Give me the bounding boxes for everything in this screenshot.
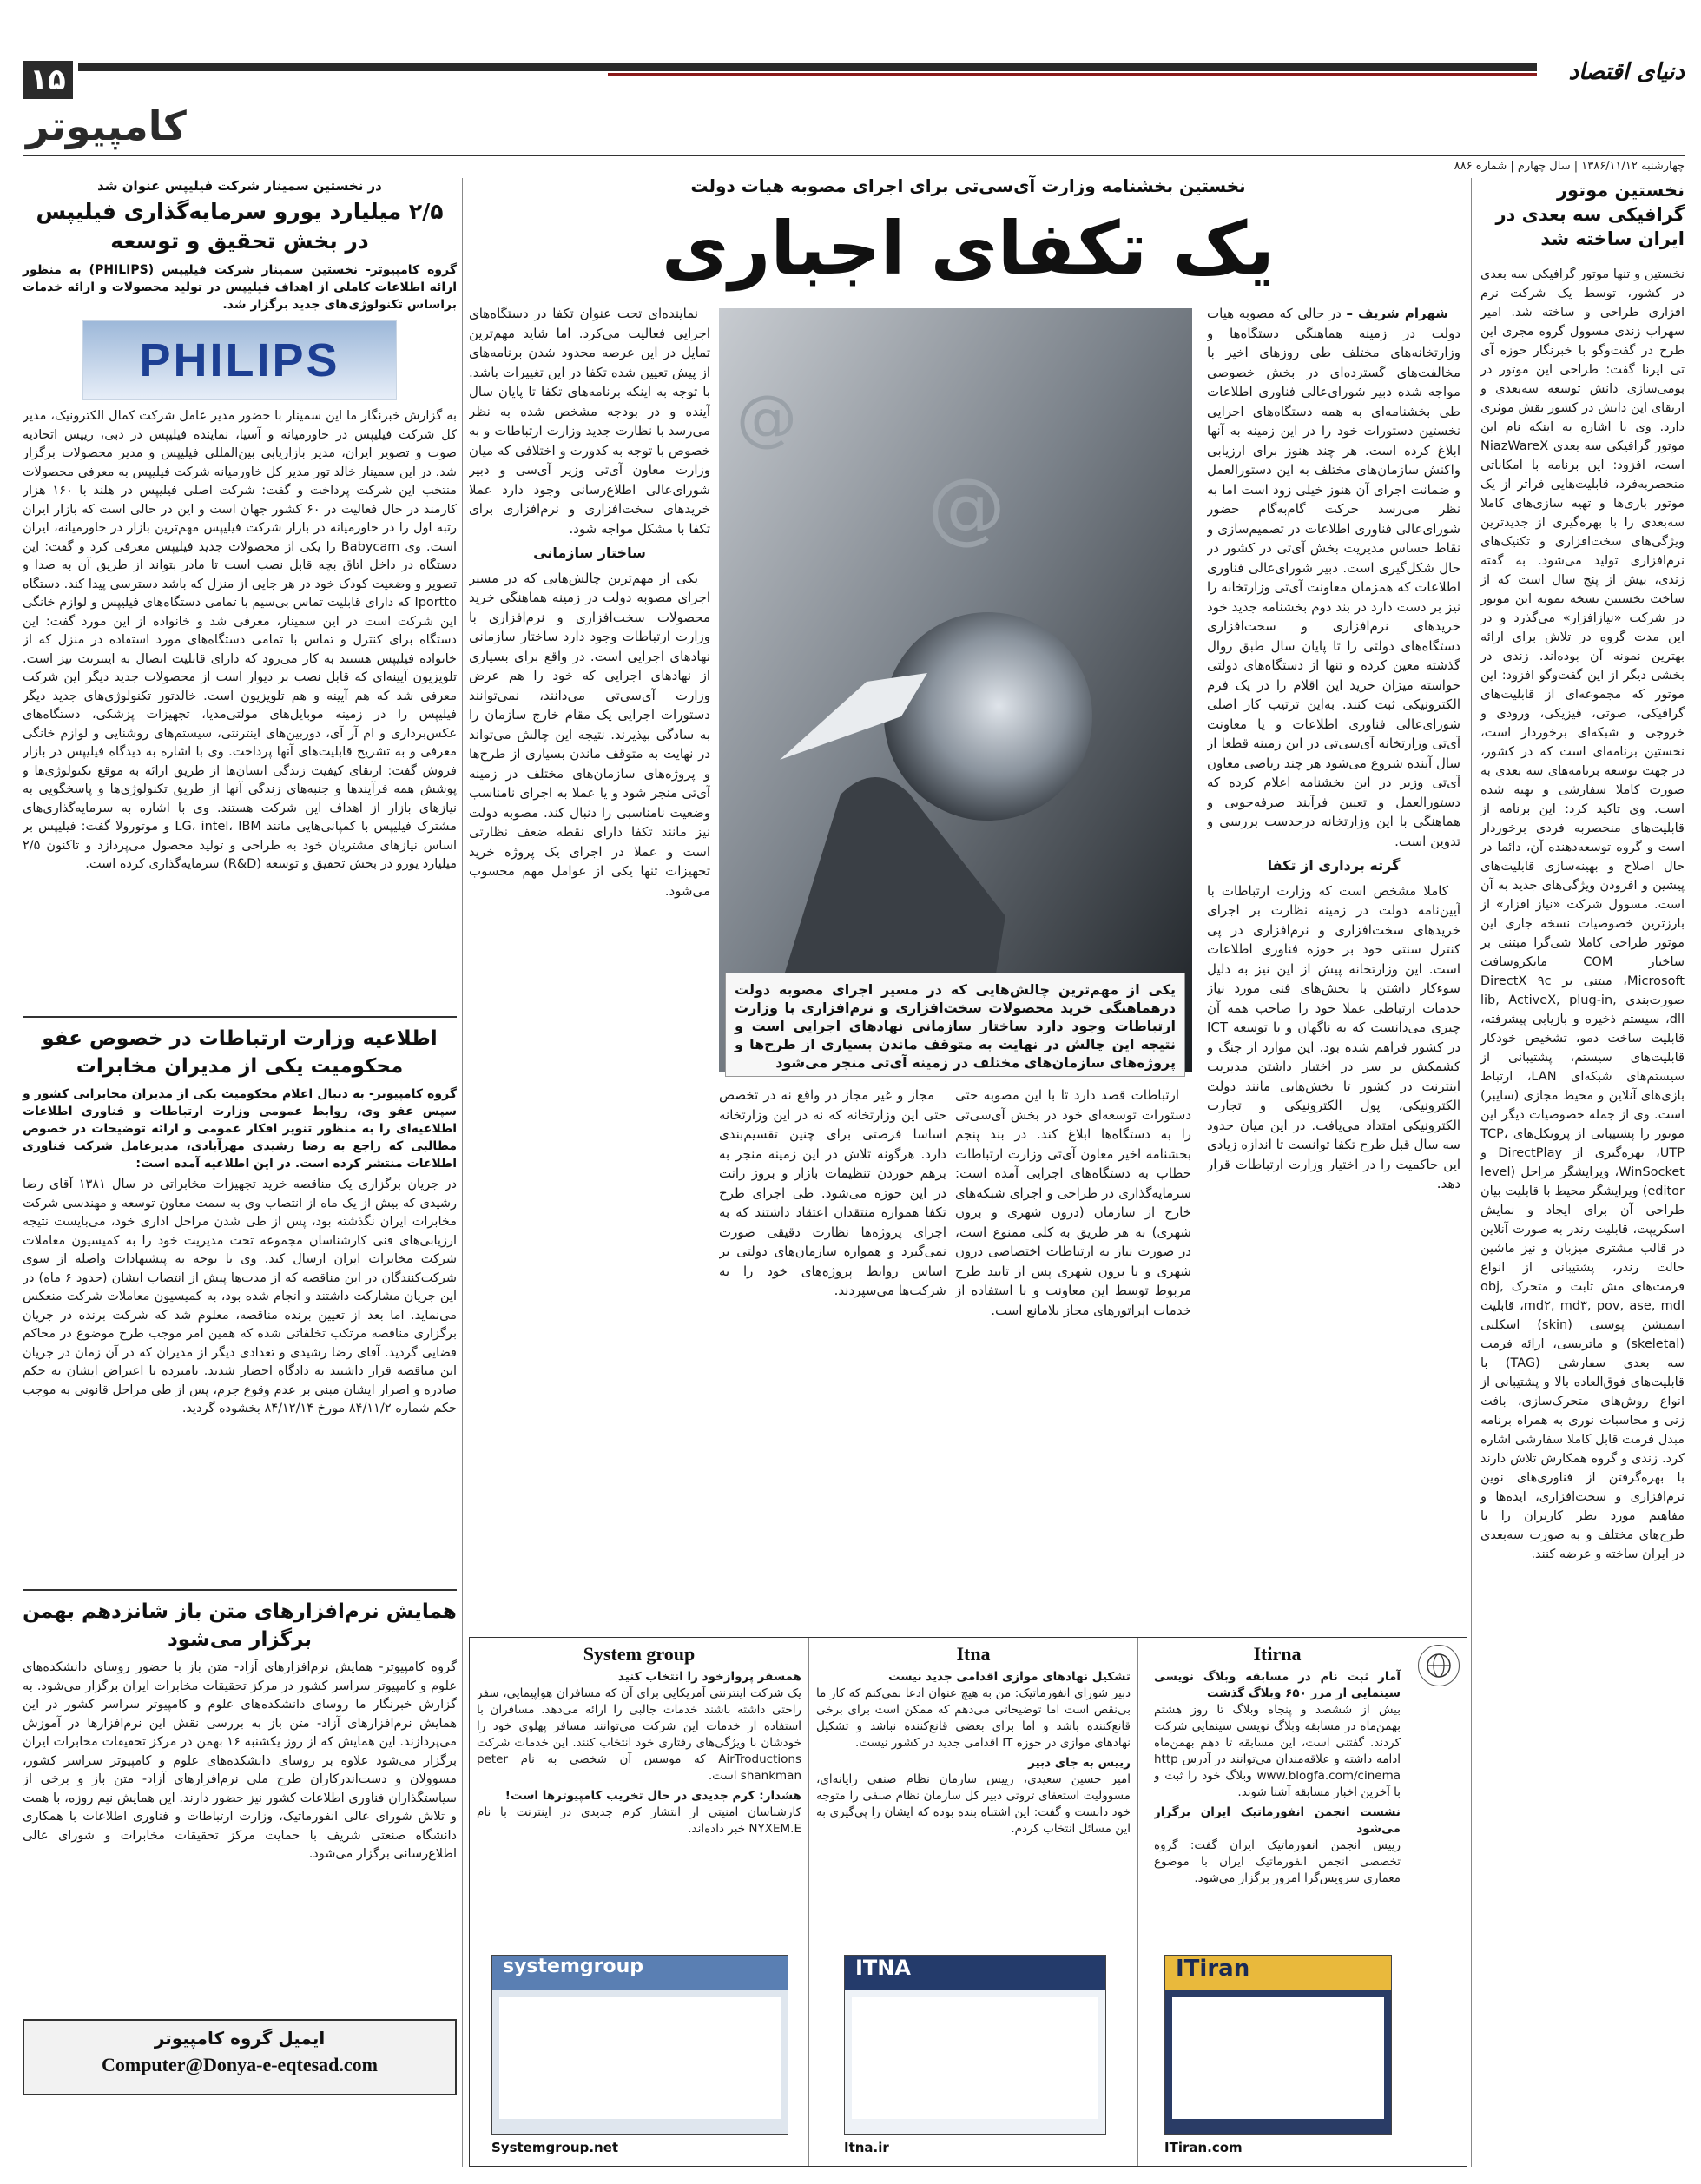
email-address[interactable]: Computer@Donya-e-eqtesad.com — [101, 2054, 379, 2075]
lead-headline: یک تکفای اجباری — [662, 206, 1275, 291]
web-item-text: آمار ثبت نام در مسابقه وبلاگ نویسی سینمایی از مرز ۶۵۰ وبلاگ گذشت بیش از ششصد و پنجاه وبلاگ تا روز هشتم بهمن‌ماه در مسابقه وبلاگ نویسی سینمایی شرکت کردند. گفتنی است، این مسابقه تا دهم بهمن‌ماه ادامه داشته و علاقه‌مندان می‌توانند در آدرس http www.blogfa.com/cinema وبلاگ خود را ثبت و با آخرین اخبار مسابقه آشنا شوند. نشست انجمن انفورماتیک ایران برگزار می‌شود رییس انجمن انفورماتیک ایران گفت: گروه تخصصی انجمن انفورماتیک ایران با موضوع معماری سرویس‌گرا امروز برگزار می‌شود. — [1154, 1670, 1401, 1885]
website-screenshot: systemgroup — [491, 1955, 788, 2135]
page-number-box — [23, 61, 73, 99]
philips-logo: PHILIPS — [139, 334, 340, 386]
hamayesh-headline: همایش نرم‌افزارهای متن باز شانزدهم بهمن برگزار می‌شود — [23, 1600, 457, 1651]
masthead-accent-bar — [608, 73, 1537, 76]
mokhaberat-lead: گروه کامپیوتر- به دنبال اعلام محکومیت یکی از مدیران مخابراتی کشور و سپس عفو وی، روابط عمومی وزارت ارتباطات و فناوری اطلاعات اطلاعیه‌ای را به منظور تنویر افکار عمومی و ارائه توضیحات در خصوص مطالبی که راجع به رضا رشیدی مهرآبادی، مدیرعامل شرکت فناوری اطلاعات منتشر کرده است. در این اطلاعیه آمده است: — [23, 1087, 457, 1171]
mokhaberat-headline: اطلاعیه وزارت ارتباطات در خصوص عفو محکومیت یکی از مدیران مخابرات — [42, 1027, 438, 1078]
website-screenshot: ITNA — [844, 1955, 1106, 2135]
lead-kicker: نخستین بخشنامه وزارت آی‌سی‌تی برای اجرای مصوبه هیات دولت — [690, 175, 1246, 196]
lead-column-4: مجاز و غیر مجاز در واقع نه در تخصص حتی این وزارتخانه که نه در این وزارتخانه اساسا فرصتی برای چنین تقسیم‌بندی دارد. هرگونه تلاش در این زمینه منجر به برهم خوردن تنظیمات بازار و بروز رانت در این حوزه می‌شود. طی اجرای طرح تکفا همواره منتقدان اعتقاد داشتند که به اجرای پروژه‌ها نظارت دقیقی صورت نمی‌گیرد و همواره سازمان‌های دولتی بر اساس روابط پروژه‌های خود را به شرکت‌ها می‌سپردند. — [719, 1087, 946, 1298]
globe-hand-illustration — [719, 308, 1192, 1072]
web-column-itirna — [1147, 1638, 1408, 2166]
website-screenshot: ITiran — [1164, 1955, 1392, 2135]
mokhaberat-article — [23, 1025, 457, 1589]
lead-column-2: نماینده‌ای تحت عنوان تکفا در دستگاه‌های اجرایی فعالیت می‌کرد. اما شاید مهم‌ترین تمایل در این عرصه محدود شدن برنامه‌های از پیش تعیین شده تکفا در این تغییرات باشد. با توجه به اینکه برنامه‌های تکفا تا پایان سال آینده و در بودجه مشخص شده به نظر می‌رسد با نظارت جدید وزارت ارتباطات و به خصوص با توجه به کدورت و اختلافی که میان وزارت معاون آی‌تی وزیر آی‌سی و دبیر شورای‌عالی اطلاع‌رسانی وجود دارد عملا خریدهای سخت‌افزاری و نرم‌افزاری برای تکفا با مشکل مواجه شود. ساختار سازمانی یکی از مهم‌ترین چالش‌هایی که در مسیر اجرای مصوبه دولت در زمینه هماهنگی خرید محصولات سخت‌افزاری و نرم‌افزاری با وزارت ارتباطات وجود دارد ساختار سازمانی نهادهای اجرایی است. در واقع برای بسیاری از نهادهای اجرایی که خود را هم عرض وزارت آی‌سی‌تی می‌دانند، نمی‌توانند دستورات اجرایی یک مقام خارج سازمان را به سادگی بپذیرند. نتیجه این چالش می‌تواند در نهایت به متوقف ماندن بسیاری از طرح‌ها و پروژه‌های سازمان‌های مختلف در زمینه آی‌تی منجر شود و یا عملا به اجرای نامناسب وضعیت نامناسبی را دنبال کند. مصوبه دولت نیز مانند تکفا دارای نقطه ضعف نظارتی است و عملا در اجرای یک پروژه خرید تجهیزات تنها یکی از عوامل مهم محسوب می‌شود. — [469, 306, 710, 899]
web-column-title: System group — [583, 1643, 696, 1665]
web-news-box — [469, 1637, 1467, 2167]
pullquote-box — [725, 973, 1185, 1077]
lead-photo — [719, 308, 1192, 1072]
pullquote-text: یکی از مهم‌ترین چالش‌هایی که در مسیر اجرای مصوبه دولت درهماهنگی خرید محصولات سخت‌افزاری و نرم‌افزاری با وزارت ارتباطات وجود دارد ساختار سازمانی نهادهای اجرایی است و نتیجه این چالش در نهایت به متوقف ماندن بسیاری از طرح‌ها و پروژه‌های سازمان‌های مختلف در زمینه آی‌تی منجر می‌شود — [735, 981, 1176, 1071]
email-box — [23, 2019, 457, 2095]
mokhaberat-text: در جریان برگزاری یک مناقصه خرید تجهیزات مخابراتی در سال ۱۳۸۱ آقای رضا رشیدی که بیش از یک ماه از انتصاب وی به سمت معاون توسعه و مهندسی شرکت مخابرات ایران نگذشته بود، پس از طی شدن مراحل اداری خود، می‌بایست نتیجه ارزیابی‌های فنی کارشناسان مجموعه تحت مدیریت خود را به کمیسیون معاملات شرکت مخابرات ایران ارسال کند. وی با توجه به پیشنهادات واصله از سوی شرکت‌کنندگان در این مناقصه که از مدت‌ها پیش از انتصاب ایشان (حدود ۶ ماه) در این جریان مشارکت داشتند و انجام شده بود، به کمیسیون معاملات شرکت منعکس می‌نماید. اما بعد از تعیین برنده مناقصه، معلوم شد که شرکت برنده در جریان برگزاری مناقصه مرتکب تخلفاتی شده که همین امر موجب طرح موضوع در محاکم قضایی گردید. آقای رضا رشیدی و تعدادی دیگر از مدیران که در آن زمان در جریان این مناقصه قرار داشتند به دادگاه احضار شدند. نامبرده با اعتراض ایشان به حکم صادره و اصرار ایشان مبنی بر عدم وقوع جرم، پس از طی مراحل قانونی به موجب حکم شماره ۸۴/۱۱/۲ مورخ ۸۴/۱۲/۱۴ بخشوده گردید. — [23, 1178, 457, 1415]
lead-column-1: شهرام شریف – در حالی که مصوبه هیات دولت در زمینه هماهنگی دستگاه‌ها و وزارتخانه‌های مختلف طی روزهای اخیر با مخالفت‌های گسترده‌ای در بخش خصوصی مواجه شده دبیر شورای‌عالی فناوری اطلاعات طی بخشنامه‌ای به همه دستگاه‌های اجرایی نخستین دستورات خود را در این زمینه به آنها ابلاغ کرده است. هر چند هنوز برای ارزیابی واکنش سازمان‌های مختلف به این دستورالعمل و ضمانت اجرای آن هنوز خیلی زود است اما به نظر می‌رسد حرکت گام‌به‌گام حضور شورای‌عالی فناوری اطلاعات در تصمیم‌سازی و نقاط حساس مدیریت بخش آی‌تی در کشور در حال شکل‌گیری است. دبیر شورای‌عالی فناوری اطلاعات که همزمان معاونت آی‌تی وزارتخانه را نیز بر دست دارد در بند دوم بخشنامه جدید خود خرید‌های نرم‌افزاری و سخت‌افزاری دستگاه‌های دولتی را تا پایان سال طبق روال گذشته معین کرده و تنها از دستگاه‌های دولتی خواسته میزان خرید این اقلام را در یک فرم الکترونیکی ثبت کنند. به‌این ترتیب کار اصلی شورای‌عالی فناوری اطلاعات و یا معاونت آی‌تی وزارتخانه آی‌سی‌تی در این زمینه قطعا از سال آینده شروع می‌شود هر چند ریاضی معاون آی‌تی وزیر در این بخشنامه اعلام کرده که دستورالعمل و تعیین فرآیند صرفه‌جویی و هماهنگی با این وزارتخانه درحدست بررسی و تدوین است. گرته برداری از تکفا کاملا مشخص است که وزارت ارتباطات با آیین‌نامه دولت در زمینه نظارت بر اجرای خریدهای سخت‌افزاری و نرم‌افزاری در پی کنترل سنتی خود بر حوزه فناوری اطلاعات است. این وزارتخانه پیش از این نیز به دلیل سوءکار داشتن با بخش‌های فنی مورد نیاز خدمات ارتباطی عملا خود را صاحب همه آن چیزی می‌دانست که به ناگهان و با توسعه ICT در کشور فراهم شده بود. این موارد از جنگ و کشمکش بر سر در اختیار داشتن مدیریت اینترنت در کشور تا بخش‌هایی مانند دولت الکترونیکی، پول الکترونیکی و تجارت الکترونیکی امتداد می‌یافت. در این میان حدود سه سال قبل طرح تکفا توانست تا اندازه زیادی این حاکمیت را در اختیار وزارت ارتباطات قرار دهد. — [1207, 306, 1460, 1191]
hamayesh-text: گروه کامپیوتر- همایش نرم‌افزارهای آزاد- متن باز با حضور روسای دانشکده‌های علوم و کامپیوتر سراسر کشور در مرکز تحقیقات مخابرات ایران برگزار می‌شود. به گزارش خبرنگار ما روسای دانشکده‌های علوم و کامپیوتر سراسر کشور در این همایش نرم‌افزارهای آزاد- متن باز به بررسی نقش این نرم‌افزارها در آموزش می‌پردازند. این همایش که از روز یکشنبه ۱۶ بهمن در مرکز تحقیقات مخابرات ایران برگزار می‌شود علاوه بر روسای دانشکده‌های علوم و کامپیوتر سراسر کشور، مسوولان و دست‌اندرکاران طرح ملی نرم‌افزارهای آزاد- متن باز و برخی از سیاستگذاران فناوری اطلاعات کشور نیز حضور دارند. این همایش نیم روزه، با همت و تلاش شورای عالی انفورماتیک، وزارت ارتباطات و فناوری اطلاعات با همکاری دانشگاه صنعتی شریف با حمایت مرکز تحقیقات مخابرات و شورای عالی اطلاع‌رسانی برگزار می‌شود. — [23, 1660, 457, 1861]
date-line: چهارشنبه ۱۳۸۶/۱۱/۱۲ | سال چهارم | شماره ۸۸۶ — [1454, 160, 1685, 173]
web-item-text: همسفر پروازخود را انتخاب کنید یک شرکت اینترنتی آمریکایی برای آن که مسافران هواپیمایی، سفر راحتی داشته باشند خدمات جالبی را ارائه می‌دهد. مسافران با استفاده از خدمات این شرکت می‌توانند مسافر پهلوی خود را خودشان با ویژگی‌های رفتاری خود انتخاب کنند. این خدمات شرکت AirTroductions که موسس آن شخصی به نام peter shankman است. هشدار: کرم جدیدی در حال تخریب کامپیوترها است! کارشناسان امنیتی از انتشار کرم جدیدی در اینترنت با نام NYXEM.E خبر داده‌اند. — [477, 1670, 801, 1836]
web-item-text: تشکیل نهادهای موازی اقدامی جدید نیست دبیر شورای انفورماتیک: من به هیچ عنوان ادعا نمی‌کنم که کار ما بی‌نقص است اما توضیحاتی می‌دهم که ممکن است برای برخی قانع‌کننده باشد و اما برای بعضی قانع‌کننده نباشد و تشکیل نهادهای موازی در حوزه IT اقدامی جدید در کشور نیست. رییس به جای دبیر امیر حسین سعیدی، رییس سازمان نظام صنفی رایانه‌ای، مسوولیت استعفای تروتی دبیر کل سازمان نظام صنفی را متوجه خود دانست و گفت: این اشتباه بنده بوده که ایشان را پی‌گیری به این مسائل انتخاب کردم. — [816, 1670, 1131, 1836]
website-link[interactable]: Itna.ir — [844, 2140, 889, 2155]
web-column-title: Itirna — [1253, 1643, 1302, 1665]
philips-kicker: در نخستین سمینار شرکت فیلیپس عنوان شد — [97, 178, 382, 194]
website-link[interactable]: ITiran.com — [1164, 2140, 1243, 2155]
web-news-ornament — [1418, 1645, 1460, 1686]
web-globe-icon — [1426, 1653, 1452, 1679]
email-box-label: ایمیل گروه کامپیوتر — [154, 2028, 326, 2049]
right-column-headline: نخستین موتور گرافیکی سه بعدی در ایران ساخته شد — [1495, 180, 1685, 249]
website-link[interactable]: Systemgroup.net — [491, 2140, 619, 2155]
newspaper-logo: دنیای اقتصاد — [1568, 59, 1685, 85]
philips-lead: گروه کامپیوتر- نخستین سمینار شرکت فیلیپس (PHILIPS) به منظور ارائه اطلاعات کاملی از اهداف فیلیپس در تولید محصولات و ارائه خدمات براساس تکنولوژی‌های جدید برگزار شد. — [23, 263, 457, 312]
philips-headline: ۲/۵ میلیارد یورو سرمایه‌گذاری فیلیپس در بخش تحقیق و توسعه — [36, 199, 444, 254]
section-title: کامپیوتر — [26, 102, 187, 149]
lead-column-3: ارتباطات قصد دارد تا با این مصوبه حتی دستورات توسعه‌ای خود در بخش آی‌سی‌تی را به دستگاه‌ها ابلاغ کند. در بند پنجم بخشنامه اخیر معاون آی‌تی وزارت ارتباطات خطاب به دستگاه‌های اجرایی آمده است: سرمایه‌گذاری در طراحی و اجرای شبکه‌های خارج از سازمان (درون شهری و برون شهری) به هر طریق به کلی ممنوع است، در صورت نیاز به ارتباطات اختصاصی درون شهری و یا برون شهری پس از تایید طرح مربوط توسط این معاونت و با استفاده از خدمات اپراتورهای مجاز بلامانع است. — [955, 1087, 1191, 1318]
philips-article — [23, 178, 457, 1012]
lead-subhead-2: ساختار سازمانی — [533, 544, 646, 561]
lead-byline: شهرام شریف – — [1346, 306, 1448, 321]
masthead — [0, 0, 1701, 173]
web-column-itna — [808, 1638, 1138, 2166]
hamayesh-article — [23, 1598, 457, 2015]
svg-text:@: @ — [927, 462, 1005, 553]
masthead-top-bar — [78, 63, 1537, 71]
right-column-text: نخستین و تنها موتور گرافیکی سه بعدی در کشور، توسط یک شرکت نرم افزاری طراحی و ساخته شد. امیر سهراب زندی مسوول گروه مجری این طرح در گفت‌وگو با خبرنگار حوزه آی تی ایرنا گفت: طراحی این موتور در بومی‌سازی دانش توسعه سه‌بعدی و ارتقای این دانش در کشور نقش موثری دارد. وی با اشاره به اینکه نام این موتور گرافیکی سه بعدی NiazWareX است، افزود: این برنامه با امکاناتی منحصربه‌فرد، قابلیت‌هایی فراتر از یک موتور بازی‌ها و تهیه سازی‌های کاملا سه‌بعدی را با بهره‌گیری از جدیدترین ویژگی‌های سخت‌افزاری و تکنیک‌های نرم‌افزاری تولید می‌شود. به گفته زندی، بیش از پنج سال است که از ساخت نخستین نسخه نمونه این موتور در شرکت «نیازافزار» می‌گذرد و در این مدت گروه در تلاش برای ارائه بهترین نمونه آن بوده‌اند. زندی در بخشی دیگر از این گفت‌وگو افزود: این موتور که مجموعه‌ای از قابلیت‌های گرافیکی، صوتی، فیزیکی، ورودی و خروجی و شبکه‌ای برخوردار است، نخستین برنامه‌ای است که در کشور، در جهت توسعه برنامه‌های سه بعدی به صورت کاملا سفارشی و تهیه شده است. وی تاکید کرد: این برنامه از قابلیت‌های منحصربه فردی برخوردار است و گروه توسعه‌دهنده آن، دائما در حال اصلاح و بهینه‌سازی قابلیت‌های پیشین و افزودن ویژگی‌های جدید به آن است. مسوول شرکت «نیاز افزار» از بارزترین خصوصیات نسخه جاری این موتور طراحی کاملا شی‌گرا مبتنی بر ساختار COM مایکروسافت Microsoft، مبتنی بر DirectX ۹c صورت‌بندی lib, ActiveX, plug-in, dll، سیستم ذخیره و بازیابی پیشرفته، قابلیت ساخت دمو، تشخیص خودکار قابلیت‌های سیستم، پشتیبانی از سیستم‌های شبکه‌ای LAN، ارتباط بازی‌های آنلاین و محیط مجازی (سایبر) است. وی از جمله خصوصیات دیگر این موتور را پشتیبانی از پروتکل‌های TCP، UTP، بهره‌گیری از DirectPlay و WinSocket، ویرایشگر مراحل (level editor) ویرایشگر محیط با قابلیت بیان طراحی آن برای ایجاد و نمایش اسکریپت، قابلیت رندر به صورت آنلاین در قالب مشتری میزبان و نیز ماشین حالت رندر، پشتیبانی از انواع فرمت‌های مش ثابت و متحرک obj, md۲, md۳, pov, ase, mdl، قابلیت انیمیشن پوستی (skin) اسکلتی (skeletal) و ماتریسی، ارائه فرمت سه بعدی سفارشی (TAG) با قابلیت‌های فوق‌العاده بالا و پشتیبانی از انواع روش‌های متحرک‌سازی، بافت زنی و محاسبات نوری به همراه برنامه مبدل فرمت قابل کاملا سفارشی اشاره کرد. زندی و گروه همکارش تلاش دارند با بهره‌گرفتن از فناوری‌های نوین نرم‌افزاری و سخت‌افزاری، ایده‌ها و مفاهیم مورد نظر کاربران را با طرح‌های مختلف و به صورت سه‌بعدی در ایران ساخته و عرضه کنند. — [1480, 267, 1685, 1561]
philips-logo-box — [82, 320, 397, 400]
web-column-title: Itna — [956, 1643, 991, 1665]
page-number: ۱۵ — [30, 63, 66, 97]
svg-text:@: @ — [736, 382, 797, 453]
lead-subhead-1: گرته برداری از تکفا — [1267, 857, 1401, 874]
web-column-systemgroup — [470, 1638, 808, 2166]
philips-text: به گزارش خبرنگار ما این سمینار با حضور مدیر عامل شرکت کمال الکترونیک، مدیر کل شرکت فیلیپس در خاورمیانه و آسیا، نماینده فیلیپس در دبی، رییس اتحادیه صوت و تصویر ایران، مدیر بازاریابی بین‌المللی فیلیپس و مدیر محصولات برگزار شد. در این سمینار خالد تور مدیر کل خاورمیانه شرکت فیلیپس به معرفی محصولات منتخب این شرکت پرداخت و گفت: شرکت اصلی فیلیپس در هلند با ۱۶۰ هزار کارمند در حال فعالیت در ۶۰ کشور جهان است و این در حالی است که بازار ایران رتبه اول را در خاورمیانه در بازار شرکت فیلیپس مهم‌ترین بازار در خاورمیانه، ایران است. وی Babycam را یکی از محصولات جدید فیلیپس معرفی کرد و گفت: این دستگاه در داخل اتاق بچه قابل نصب است تا مادر بتواند از طریق آن به صدا و تصویر و وضعیت کودک خود در هر جایی از منزل که باشد دسترسی پیدا کند. دستگاه Iportto که دارای قابلیت تماس بی‌سیم با تمامی دستگاه‌های فیلیپس و لوازم خانگی این شرکت است در این سمینار، معرفی شد و خانواده از این مورد گفت: این دستگاه برای کنترل و تماس با تمامی دستگاه‌های مورد استفاده در منزل که از خانواده فیلیپس هستند به کار می‌رود که دارای قابلیت اتصال به اینترنت نیز است. تلویزیون آیینه‌ای که قابل نصب بر دیوار است از محصولات جدید دیگر این شرکت معرفی شد که هم آیینه و هم تلویزیون است. خالدتور تکنولوژی‌های جدید دیگر فیلیپس را در زمینه موبایل‌های مولتی‌مدیا، تجهیزات پزشکی، دستگاه‌های عکس‌برداری و ام آر آی، دوربین‌های اینترنتی، سیستم‌های روشنایی و لوازم خانگی معرفی و به تشریح قابلیت‌های آنها پرداخت. وی با اشاره به دیدگاه فیلیپس در بازار فروش گفت: ارتقای کیفیت زندگی انسان‌ها از طریق ارائه به موقع تکنولوژی‌ها و پوشش همه فرآیندها و جنبه‌های زندگی آنها از طریق تکنولوژی‌ها و پاسخگویی به نیازهای بازار از اهداف این شرکت هستند. وی با اشاره به سرمایه‌گذاری‌های مشترک فیلیپس با کمپانی‌هایی مانند LG، intel، IBM و موتورولا گفت: فیلیپس بر اساس نیازهای مشتریان خود به طراحی و تولید محصول می‌پردازد و تاکنون ۲/۵ میلیارد یورو در بخش تحقیق و توسعه (R&D) سرمایه‌گذاری کرده است. — [23, 409, 457, 871]
right-column-article — [1480, 178, 1685, 2167]
